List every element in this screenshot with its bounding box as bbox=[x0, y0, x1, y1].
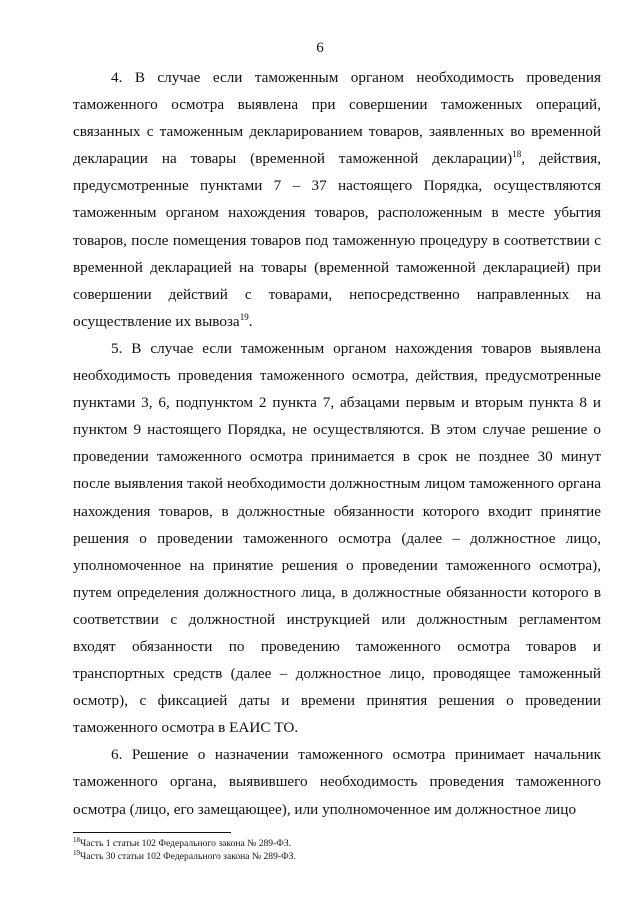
footnote-text: Часть 1 статьи 102 Федерального закона № 289-ФЗ. bbox=[80, 838, 292, 849]
paragraph-4-text-continued: , действия, предусмотренные пунктами 7 – 37 настоящего Порядка, осуществляются таможенным органом нахождения товаров, расположенным в месте убытия товаров, после помещения товаров под таможенную процедуру в соответствии с временной декларацией на товары (временной таможенной декларацией) при совершении действий с товарами, непосредственно направленных на осуществление их вывоза bbox=[73, 150, 601, 330]
footnote-divider bbox=[73, 832, 231, 833]
paragraph-6: 6. Решение о назначении таможенного осмотра принимает начальник таможенного органа, выявившего необходимость проведения таможенного осмотра (лицо, его замещающее), или уполномоченное им должностное лицо bbox=[73, 746, 601, 818]
footnote-18 bbox=[73, 837, 601, 850]
paragraph-4 bbox=[73, 64, 601, 335]
footnote-ref-19: 19 bbox=[239, 311, 249, 322]
footnotes bbox=[73, 837, 601, 863]
paragraph-5: 5. В случае если таможенным органом нахождения товаров выявлена необходимость проведения таможенного осмотра, действия, предусмотренные пунктами 3, 6, подпунктом 2 пункта 7, абзацами первым и вторым пункта 8 и пунктом 9 настоящего Порядка, не осуществляются. В этом случае решение о проведении таможенного осмотра принимается в срок не позднее 30 минут после выявления такой необходимости должностным лицом таможенного органа нахождения товаров, в должностные обязанности которого входит принятие решения о проведении таможенного осмотра (далее – должностное лицо, уполномоченное на принятие решения о проведении таможенного осмотра), путем определения должностного лица, в должностные обязанности которого в соответствии с должностной инструкцией или должностным регламентом входят обязанности по проведению таможенного осмотра товаров и транспортных средств (далее – должностное лицо, проводящее таможенный осмотр), с фиксацией даты и времени принятия решения о проведении таможенного осмотра в ЕАИС ТО. bbox=[73, 339, 601, 737]
page-number: 6 bbox=[316, 40, 324, 56]
footnote-number: 18 bbox=[73, 835, 80, 844]
paragraph-4-text: 4. В случае если таможенным органом необходимость проведения таможенного осмотра выявлена при совершении таможенных операций, связанных с таможенным декларированием товаров, заявленных во временной декларации на товары (временной таможенной декларации) bbox=[73, 69, 601, 168]
document-body bbox=[73, 64, 601, 823]
footnote-text: Часть 30 статьи 102 Федерального закона № 289-ФЗ. bbox=[80, 851, 296, 862]
footnote-number: 19 bbox=[73, 848, 80, 857]
paragraph-4-text-end: . bbox=[248, 312, 253, 330]
footnote-19 bbox=[73, 850, 601, 863]
footnote-ref-18: 18 bbox=[512, 149, 522, 160]
